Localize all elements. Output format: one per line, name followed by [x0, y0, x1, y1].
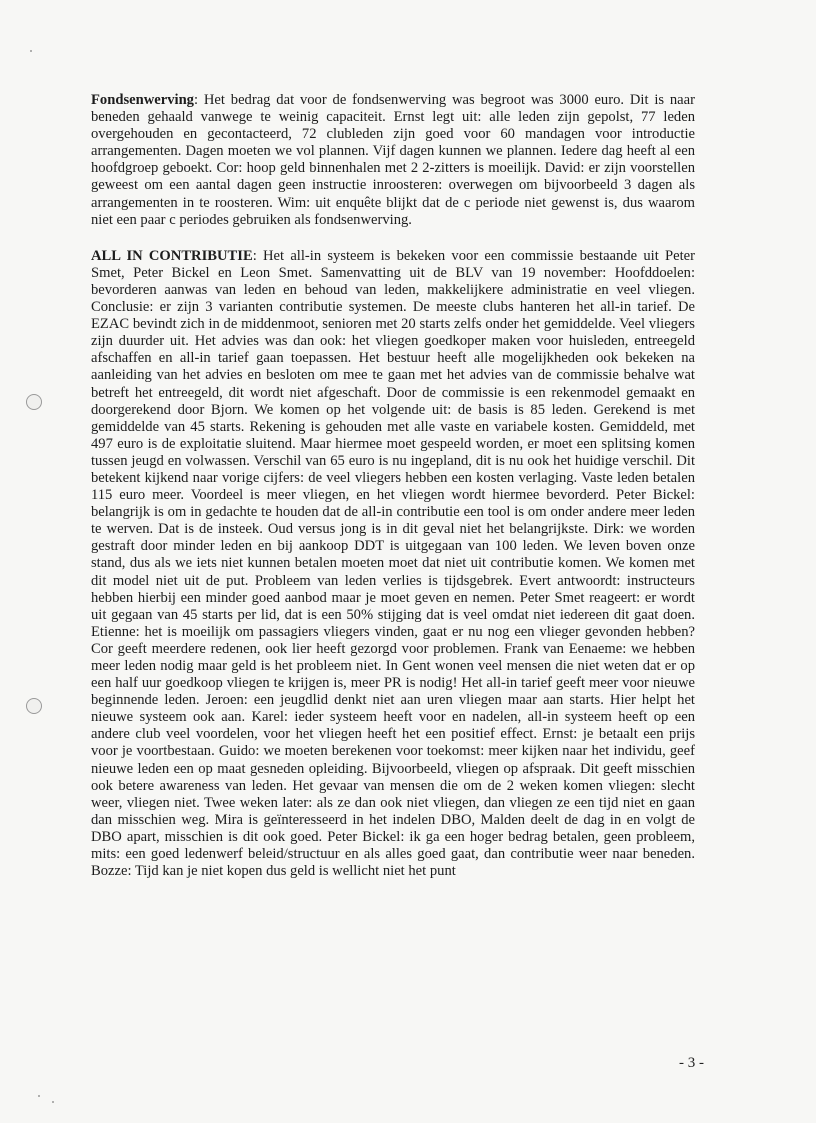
paragraph-fondsenwerving: [91, 92, 695, 229]
paragraph-heading: Fondsenwerving: [91, 92, 194, 108]
paragraph-text: Het all-in systeem is bekeken voor een commissie bestaande uit Peter Smet, Peter Bickel en Leon Smet. Samenvatting uit de BLV van 19 november: Hoofddoelen: bevorderen aanwas van leden en behoud van leden, makkelijkere administratie en veel vliegen. Conclusie: er zijn 3 varianten contributie systemen. De meeste clubs hanteren het all-in tarief. De EZAC bevindt zich in de middenmoot, senioren met 20 starts zelfs onder het gemiddelde. Veel vliegers zijn duurder uit. Het advies was dan ook: het vliegen goedkoper maken voor huisleden, entreegeld afschaffen en all-in tarief gaan toepassen. Het bestuur heeft alle mogelijkheden ook bekeken na aanleiding van het advies en besloten om mee te gaan met het advies van de commissie behalve wat betreft het entreegeld, dit wordt niet afgeschaft. Door de commissie is een rekenmodel gemaakt en doorgerekend door Bjorn. We komen op het volgende uit: de basis is 85 leden. Gerekend is met gemiddelde van 45 starts. Rekening is gehouden met alle vaste en variabele kosten. Gemiddeld, met 497 euro is de exploitatie sluitend. Maar hiermee moet gespeeld worden, er moet een splitsing komen tussen jeugd en volwassen. Verschil van 65 euro is nu ingepland, dit is nu ook het huidige verschil. Dit betekent kijkend naar vorige cijfers: de veel vliegers hebben een kosten verlaging. Vaste leden betalen 115 euro meer. Voordeel is meer vliegen, en het vliegen wordt hiermee bevorderd. Peter Bickel: belangrijk is om in gedachte te houden dat de all-in contributie een tool is om onder andere meer leden te werven. Dat is de insteek. Oud versus jong is in dit geval niet het belangrijkste. Dirk: we worden gestraft door minder leden en bij aankoop DDT is uitgegaan van 100 leden. We leven boven onze stand, dus als we iets niet kunnen betalen moeten moet dat niet uit contributie komen. We komen met dit model niet uit de put. Probleem van leden verlies is tijdsgebrek. Evert antwoordt: instructeurs hebben hierbij een minder goed aanbod maar je moet geven en nemen. Peter Smet reageert: er wordt uit gegaan van 45 starts per lid, dat is een 50% stijging dat is veel omdat niet iedereen dit gaat doen. Etienne: het is moeilijk om passagiers vliegers vinden, gaat er nu nog een vlieger gevonden hebben? Cor geeft meerdere redenen, ook lier heeft gezorgd voor problemen. Frank van Eenaeme: we hebben meer leden nodig maar geld is het probleem niet. In Gent wonen veel mensen die niet weten dat er op een half uur goedkoop vliegen te krijgen is, meer PR is nodig! Het all-in tarief geeft meer voor nieuwe beginnende leden. Jeroen: een jeugdlid denkt niet aan uren vliegen maar aan starts. Hier helpt het nieuwe systeem ook aan. Karel: ieder systeem heeft voor en nadelen, all-in systeem heeft op een andere club veel voordelen, voor het vliegen heeft het een positief effect. Ernst: je betaalt een prijs voor je voortbestaan. Guido: we moeten berekenen voor toekomst: meer kijken naar het individu, geef nieuwe leden een op maat gesneden opleiding. Bijvoorbeeld, vliegen op afspraak. Dit geeft misschien ook betere awareness van leden. Het gevaar van mensen die om de 2 weken komen vliegen: slecht weer, vliegen niet. Twee weken later: als ze dan ook niet vliegen, dan vliegen ze een tijd niet en gaan dan misschien weg. Mira is geïnteresseerd in het indelen DBO, Malden deelt de dag in en volgt de DBO apart, misschien is dit ook goed. Peter Bickel: ik ga een hoger bedrag betalen, geen probleem, mits: een goed ledenwerf beleid/structuur en als alles goed gaat, dan contributie weer naar beneden. Bozze: Tijd kan je niet kopen dus geld is wellicht niet het punt: [91, 247, 695, 880]
paragraph-all-in-contributie: [91, 248, 695, 880]
document-body: [91, 92, 695, 899]
paragraph-heading: ALL IN CONTRIBUTIE: [91, 247, 253, 264]
page-number: - 3 -: [679, 1055, 704, 1071]
paper-speck: [30, 50, 32, 52]
paper-speck: [38, 1095, 40, 1097]
paper-speck: [52, 1101, 54, 1103]
punch-hole: [26, 394, 42, 410]
punch-hole: [26, 698, 42, 714]
heading-colon: :: [252, 247, 257, 264]
paragraph-text: Het bedrag dat voor de fondsenwerving was begroot was 3000 euro. Dit is naar beneden gehaald vanwege te weinig capaciteit. Ernst legt uit: alle leden zijn gepolst, 77 leden overgehouden en gecontacteerd, 72 clubleden zijn goed voor 60 mandagen voor introductie arrangementen. Dagen moeten we vol plannen. Vijf dagen kunnen we plannen. Iedere dag heeft al een hoofdgroep geboekt. Cor: hoop geld binnenhalen met 2 2-zitters is moeilijk. David: er zijn voorstellen geweest om een aantal dagen geen instructie inroosteren: overwegen om bijvoorbeeld 3 dagen als arrangementen in te roosteren. Wim: uit enquête blijkt dat de c periode niet gewenst is, dus waarom niet een paar c periodes gebruiken als fondsenwerving.: [91, 92, 695, 228]
heading-colon: :: [193, 92, 199, 108]
